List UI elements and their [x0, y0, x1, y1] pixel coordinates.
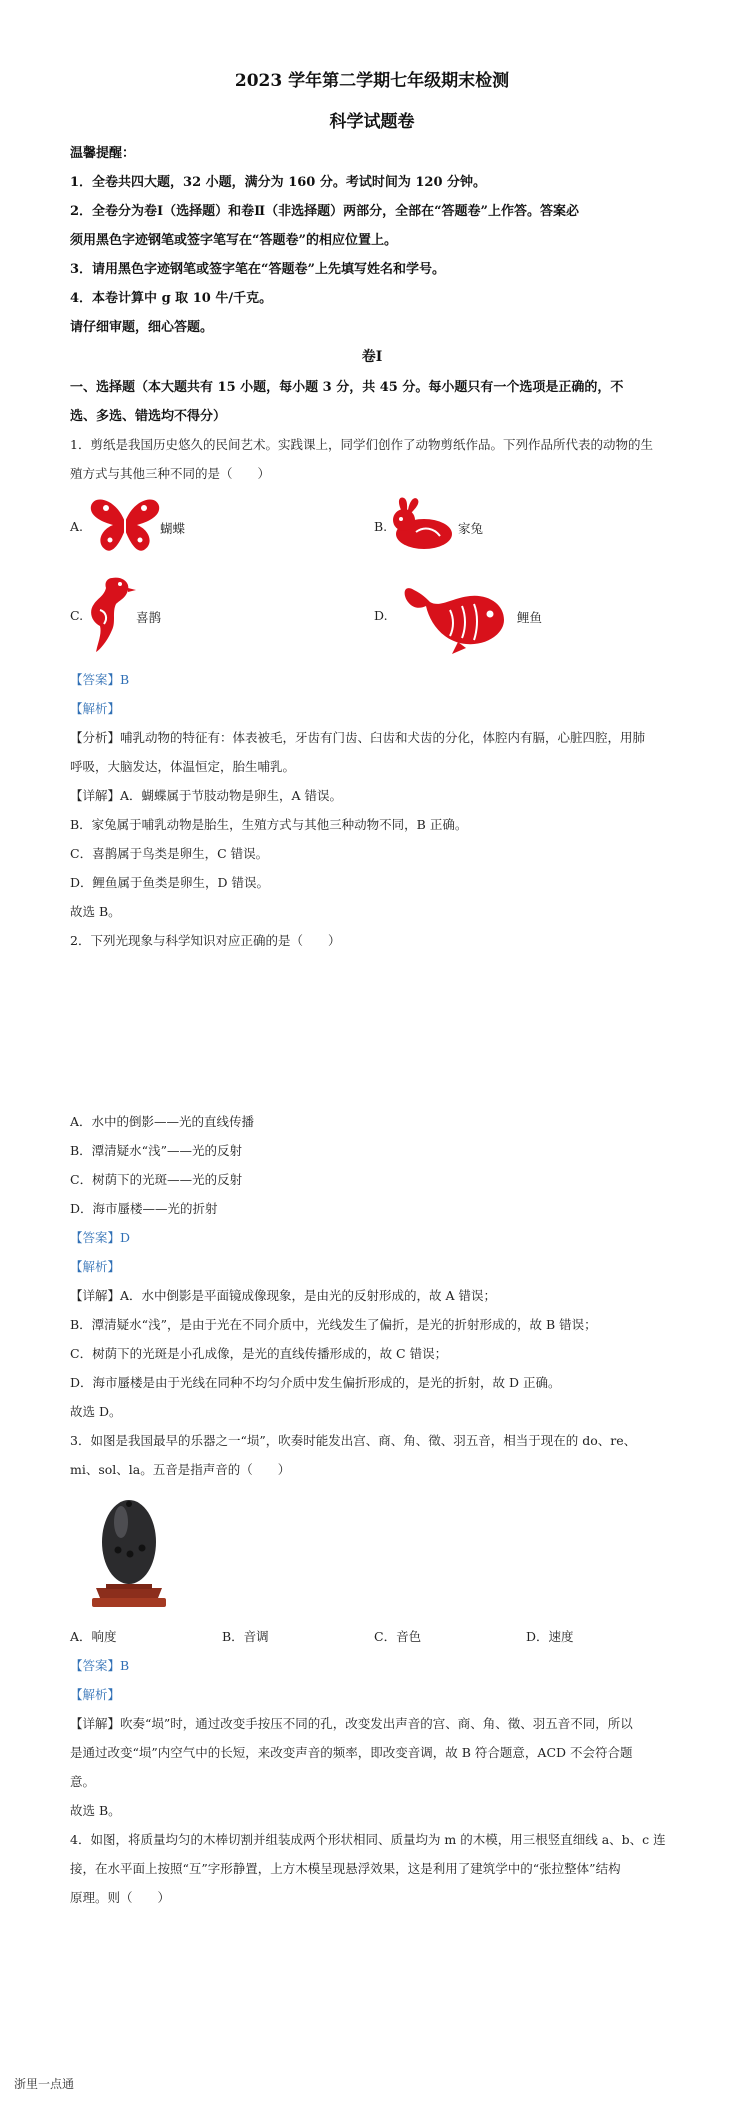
q4-stem-a: 4．如图，将质量均匀的木棒切割并组装成两个形状相同、质量均为 m 的木模，用三根竖直细线 a、b、c 连 — [70, 1832, 666, 1847]
section-heading-a: 一、选择题（本大题共有 15 小题，每小题 3 分，共 45 分。每小题只有一个选项是正确的，不 — [70, 380, 624, 395]
q2-option-a: A．水中的倒影——光的直线传播 — [70, 1114, 255, 1129]
q3-stem-a: 3．如图是我国最早的乐器之一“埙”，吹奏时能发出宫、商、角、徵、羽五音，相当于现在的 do、re、 — [70, 1433, 637, 1448]
q1-conclusion: 故选 B。 — [70, 904, 121, 919]
q1-option-a-text: 蝴蝶 — [160, 521, 186, 536]
q1-detail-4: D．鲤鱼属于鱼类是卵生，D 错误。 — [70, 875, 270, 890]
q2-conclusion: 故选 D。 — [70, 1404, 122, 1419]
note-4: 4．本卷计算中 g 取 10 牛/千克。 — [70, 291, 273, 306]
q3-answer: 【答案】B — [70, 1658, 130, 1673]
q1-option-d-label: D. — [374, 608, 388, 623]
note-1: 1．全卷共四大题，32 小题，满分为 160 分。考试时间为 120 分钟。 — [70, 175, 487, 190]
q4-stem-c: 原理。则（ ） — [70, 1890, 171, 1905]
note-2b: 须用黑色字迹钢笔或签字笔写在“答题卷”的相应位置上。 — [70, 233, 397, 248]
q1-detail-3: C．喜鹊属于鸟类是卵生，C 错误。 — [70, 846, 269, 861]
q2-stem: 2．下列光现象与科学知识对应正确的是（ ） — [70, 933, 341, 948]
q3-stem-b: mi、sol、la。五音是指声音的（ ） — [70, 1462, 291, 1477]
q2-detail-1: 【详解】A．水中倒影是平面镜成像现象，是由光的反射形成的，故 A 错误； — [70, 1288, 497, 1303]
exam-subtitle: 科学试题卷 — [329, 112, 415, 132]
q2-analysis-label: 【解析】 — [70, 1259, 121, 1274]
q1-fenxi-b: 呼吸，大脑发达，体温恒定，胎生哺乳。 — [70, 759, 296, 774]
carp-papercut-image — [400, 580, 508, 656]
exam-title: 2023 学年第二学期七年级期末检测 — [234, 71, 510, 91]
q1-option-a-label: A. — [70, 519, 84, 534]
q1-answer: 【答案】B — [70, 672, 130, 687]
q2-detail-4: D．海市蜃楼是由于光线在同种不均匀介质中发生偏折形成的，是光的折射，故 D 正确。 — [70, 1375, 561, 1390]
q3-analysis-label: 【解析】 — [70, 1687, 121, 1702]
q1-detail-1: 【详解】A．蝴蝶属于节肢动物是卵生，A 错误。 — [70, 788, 343, 803]
footer-watermark: 浙里一点通 — [14, 2077, 75, 2091]
xun-ocarina-image — [88, 1492, 170, 1610]
q1-analysis-label: 【解析】 — [70, 701, 121, 716]
q1-detail-2: B．家兔属于哺乳动物是胎生，生殖方式与其他三种动物不同，B 正确。 — [70, 817, 468, 832]
q3-option-a: A．响度 — [70, 1629, 117, 1644]
notes-heading: 温馨提醒： — [70, 146, 136, 161]
q1-fenxi-a: 【分析】哺乳动物的特征有：体表被毛，牙齿有门齿、臼齿和犬齿的分化，体腔内有膈，心脏四腔，用肺 — [70, 730, 646, 745]
q3-detail-1c: 意。 — [70, 1774, 96, 1789]
q3-option-c: C．音色 — [374, 1629, 422, 1644]
q3-conclusion: 故选 B。 — [70, 1803, 121, 1818]
q3-detail-1a: 【详解】吹奏“埙”时，通过改变手按压不同的孔，改变发出声音的宫、商、角、徵、羽五音不同，所以 — [70, 1716, 633, 1731]
q1-option-d-text: 鲤鱼 — [517, 610, 543, 625]
butterfly-papercut-image — [88, 492, 162, 558]
q1-stem-b: 殖方式与其他三种不同的是（ ） — [70, 466, 271, 481]
q1-stem-a: 1．剪纸是我国历史悠久的民间艺术。实践课上，同学们创作了动物剪纸作品。下列作品所代表的动物的生 — [70, 437, 653, 452]
rabbit-papercut-image — [390, 496, 460, 552]
note-5: 请仔细审题，细心答题。 — [70, 320, 214, 335]
q2-answer: 【答案】D — [70, 1230, 131, 1245]
q1-option-b-label: B. — [374, 519, 388, 534]
q2-option-b: B．潭清疑水“浅”——光的反射 — [70, 1143, 242, 1158]
note-2a: 2．全卷分为卷Ⅰ（选择题）和卷Ⅱ（非选择题）两部分，全部在“答题卷”上作答。答案必 — [70, 204, 580, 219]
q4-stem-b: 接，在水平面上按照“互”字形静置，上方木模呈现悬浮效果，这是利用了建筑学中的“张拉整体”结构 — [70, 1861, 621, 1876]
q3-option-d: D．速度 — [526, 1629, 574, 1644]
q3-detail-1b: 是通过改变“埙”内空气中的长短，来改变声音的频率，即改变音调，故 B 符合题意，ACD 不会符合题 — [70, 1745, 633, 1760]
q1-option-c-text: 喜鹊 — [136, 610, 162, 625]
section-heading-b: 选、多选、错选均不得分） — [70, 409, 227, 424]
q2-detail-2: B．潭清疑水“浅”，是由于光在不同介质中，光线发生了偏折，是光的折射形成的，故 B 错误； — [70, 1317, 597, 1332]
q3-option-b: B．音调 — [222, 1629, 269, 1644]
q2-option-d: D．海市蜃楼——光的折射 — [70, 1201, 218, 1216]
q1-option-c-label: C. — [70, 608, 84, 623]
volume-heading: 卷Ⅰ — [361, 349, 383, 365]
q2-detail-3: C．树荫下的光斑是小孔成像，是光的直线传播形成的，故 C 错误； — [70, 1346, 448, 1361]
q1-option-b-text: 家兔 — [458, 521, 484, 536]
note-3: 3．请用黑色字迹钢笔或签字笔在“答题卷”上先填写姓名和学号。 — [70, 262, 446, 277]
magpie-papercut-image — [82, 570, 138, 654]
q2-option-c: C．树荫下的光斑——光的反射 — [70, 1172, 243, 1187]
